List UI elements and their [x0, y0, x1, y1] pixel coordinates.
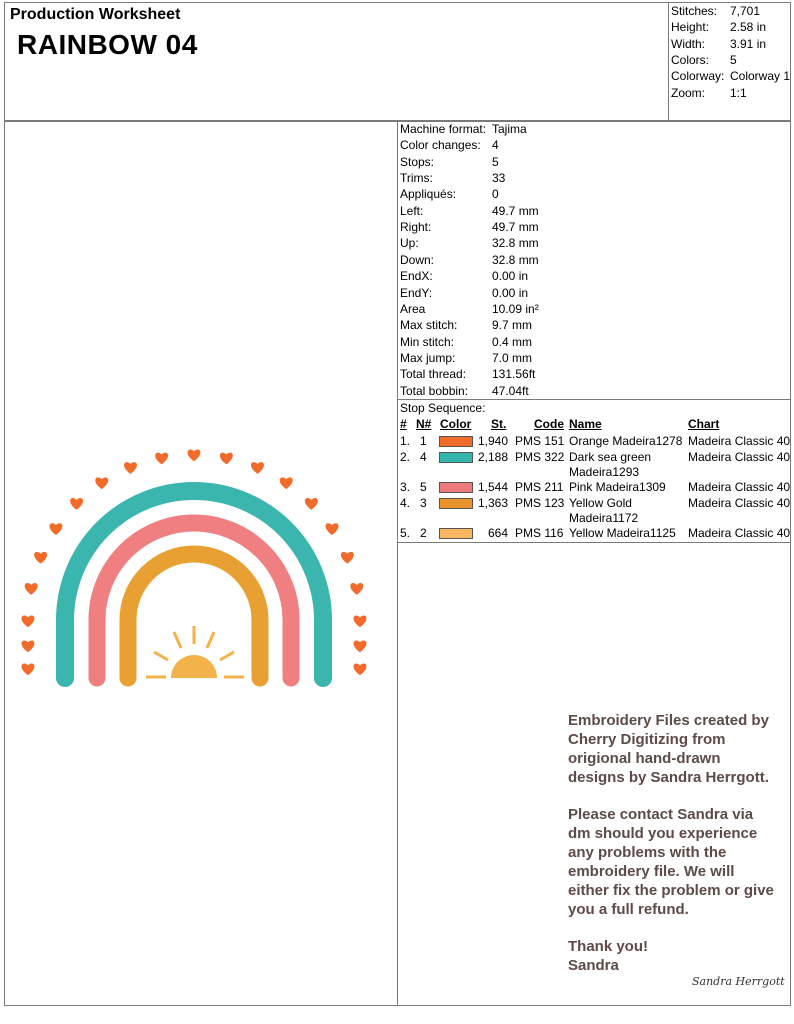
stop-number: 2. — [400, 450, 411, 464]
thread-name: Pink Madeira1309 — [569, 480, 666, 494]
needle-number: 4 — [420, 450, 427, 464]
stitch-count: 1,940 — [477, 434, 508, 448]
needle-number: 1 — [420, 434, 427, 448]
thread-chart: Madeira Classic 40 — [688, 450, 791, 464]
summary-row — [671, 52, 737, 67]
thread-name: Yellow Gold — [569, 496, 632, 510]
summary-row — [671, 20, 767, 35]
summary-value: Colorway 1 — [730, 69, 791, 84]
color-swatch — [439, 436, 473, 447]
summary-value: 1:1 — [730, 85, 747, 100]
thread-name: Orange Madeira1278 — [569, 434, 683, 448]
spec-value: 7.0 mm — [492, 350, 533, 365]
spec-value: 10.09 in² — [492, 301, 539, 316]
spec-value: 33 — [492, 171, 506, 186]
spec-row — [400, 383, 529, 398]
color-swatch — [439, 482, 473, 493]
heart-icon — [188, 449, 201, 461]
stop-number: 4. — [400, 496, 411, 510]
summary-value: 5 — [730, 52, 737, 67]
rainbow-design-preview — [8, 430, 388, 690]
summary-label: Width: — [671, 36, 706, 51]
spec-row — [400, 138, 499, 153]
rainbow-arcs — [65, 491, 323, 678]
spec-label: Total bobbin: — [400, 383, 469, 398]
spec-row — [400, 187, 499, 202]
spec-value: 0.4 mm — [492, 334, 533, 349]
summary-label: Zoom: — [671, 85, 706, 100]
spec-value: 49.7 mm — [492, 203, 539, 218]
spec-row — [400, 203, 539, 218]
heart-icon — [280, 477, 293, 489]
heart-icon — [22, 615, 35, 627]
stop-number: 1. — [400, 434, 411, 448]
specs-divider — [397, 399, 791, 400]
header-name: Name — [569, 417, 602, 431]
worksheet-subtitle: Production Worksheet — [10, 6, 181, 23]
spec-value: 4 — [492, 138, 499, 153]
heart-icon — [354, 663, 367, 675]
header-num: # — [400, 417, 407, 431]
spec-label: Down: — [400, 252, 435, 267]
note-thanks: Thank you! — [568, 938, 649, 955]
spec-label: EndY: — [400, 285, 433, 300]
thread-name-continued: Madeira1172 — [569, 511, 639, 525]
stop-number: 5. — [400, 526, 411, 540]
pms-code: PMS 116 — [515, 526, 564, 540]
spec-label: Color changes: — [400, 138, 481, 153]
summary-value: 2.58 in — [730, 20, 767, 35]
summary-label: Stitches: — [671, 4, 718, 18]
stitch-count: 664 — [487, 526, 508, 540]
spec-label: Total thread: — [400, 367, 467, 382]
summary-row — [671, 85, 747, 100]
pms-code: PMS 211 — [515, 480, 564, 494]
spec-value: 9.7 mm — [492, 318, 533, 333]
heart-icon — [70, 498, 83, 510]
worksheet-header — [4, 2, 791, 122]
spec-label: EndX: — [400, 269, 433, 284]
color-swatch — [439, 528, 473, 539]
spec-row — [400, 154, 499, 169]
heart-icon — [341, 552, 354, 564]
pms-code: PMS 322 — [515, 450, 565, 464]
summary-label: Colorway: — [671, 69, 725, 84]
column-divider — [397, 121, 398, 1005]
heart-icon — [22, 640, 35, 652]
spec-row — [400, 252, 539, 267]
stitch-count: 2,188 — [477, 450, 508, 464]
pms-code: PMS 151 — [515, 434, 565, 448]
heart-icon — [326, 523, 339, 535]
spec-value: Tajima — [492, 122, 527, 136]
spec-label: Left: — [400, 203, 424, 218]
summary-row — [671, 4, 761, 18]
stitch-count: 1,363 — [477, 496, 508, 510]
header-code: Code — [534, 417, 564, 431]
stop-number: 3. — [400, 480, 411, 494]
spec-value: 0 — [492, 187, 499, 202]
heart-icon — [354, 640, 367, 652]
heart-icon — [25, 583, 38, 595]
thread-chart: Madeira Classic 40 — [688, 434, 791, 448]
spec-label: Area — [400, 301, 426, 316]
note-paragraph-credits: Embroidery Files created by Cherry Digitizing from origional hand-drawn designs by Sandra Herrgott. — [568, 712, 769, 786]
heart-icon — [354, 615, 367, 627]
heart-icon — [155, 453, 168, 465]
thread-chart: Madeira Classic 40 — [688, 526, 791, 540]
spec-label: Trims: — [400, 171, 433, 186]
heart-icon — [22, 663, 35, 675]
spec-value: 131.56ft — [492, 367, 536, 382]
needle-number: 2 — [420, 526, 427, 540]
heart-icon — [220, 453, 233, 465]
summary-value: 7,701 — [730, 4, 761, 18]
spec-row — [400, 334, 533, 349]
heart-icon — [124, 462, 137, 474]
summary-row — [671, 36, 767, 51]
spec-row — [400, 220, 539, 235]
thread-name: Dark sea green — [569, 450, 652, 464]
signature-logo: Sandra Herrgott — [692, 975, 785, 988]
summary-label: Colors: — [671, 52, 710, 67]
summary-label: Height: — [671, 20, 710, 35]
color-swatch — [439, 498, 473, 509]
spec-label: Up: — [400, 236, 419, 251]
spec-row — [400, 350, 533, 365]
thread-chart: Madeira Classic 40 — [688, 496, 791, 510]
stitch-count: 1,544 — [477, 480, 508, 494]
designer-note — [568, 711, 778, 975]
sun — [146, 626, 244, 678]
spec-row — [400, 367, 536, 382]
spec-label: Max jump: — [400, 350, 456, 365]
design-name: RAINBOW 04 — [17, 29, 198, 60]
spec-value: 0.00 in — [492, 269, 529, 284]
spec-value: 49.7 mm — [492, 220, 539, 235]
heart-icon — [305, 498, 318, 510]
heart-icon — [34, 552, 47, 564]
spec-row — [400, 171, 506, 186]
spec-row — [400, 122, 527, 136]
note-sign-off: Sandra — [568, 957, 619, 974]
spec-value: 32.8 mm — [492, 236, 539, 251]
heart-icon — [251, 462, 264, 474]
spec-row — [400, 236, 539, 251]
spec-value: 5 — [492, 154, 499, 169]
heart-icon — [95, 477, 108, 489]
heart-icon — [350, 583, 363, 595]
heart-icon — [50, 523, 63, 535]
spec-label: Machine format: — [400, 122, 487, 136]
spec-row — [400, 318, 533, 333]
spec-value: 32.8 mm — [492, 252, 539, 267]
header-chart: Chart — [688, 417, 720, 431]
spec-row — [400, 269, 529, 284]
spec-label: Appliqués: — [400, 187, 457, 202]
thread-name: Yellow Madeira1125 — [569, 526, 676, 540]
header-stitches: St. — [491, 417, 507, 431]
spec-label: Min stitch: — [400, 334, 455, 349]
thread-chart: Madeira Classic 40 — [688, 480, 791, 494]
note-paragraph-contact: Please contact Sandra via dm should you experience any problems with the embroidery file. We will either fix the problem or give you a full refund. — [568, 806, 774, 918]
spec-row — [400, 285, 529, 300]
thread-name-continued: Madeira1293 — [569, 465, 640, 479]
stop-sequence-divider — [397, 542, 791, 543]
header-needle: N# — [416, 417, 432, 431]
color-swatch — [439, 452, 473, 463]
summary-value: 3.91 in — [730, 36, 767, 51]
summary-row — [671, 69, 791, 84]
spec-value: 47.04ft — [492, 383, 529, 398]
spec-label: Stops: — [400, 154, 435, 169]
spec-value: 0.00 in — [492, 285, 529, 300]
needle-number: 5 — [420, 480, 427, 494]
stop-sequence-title: Stop Sequence: — [400, 401, 486, 415]
pms-code: PMS 123 — [515, 496, 565, 510]
spec-label: Max stitch: — [400, 318, 458, 333]
needle-number: 3 — [420, 496, 427, 510]
spec-label: Right: — [400, 220, 432, 235]
spec-row — [400, 301, 539, 316]
header-color: Color — [440, 417, 472, 431]
header-divider — [668, 3, 669, 121]
